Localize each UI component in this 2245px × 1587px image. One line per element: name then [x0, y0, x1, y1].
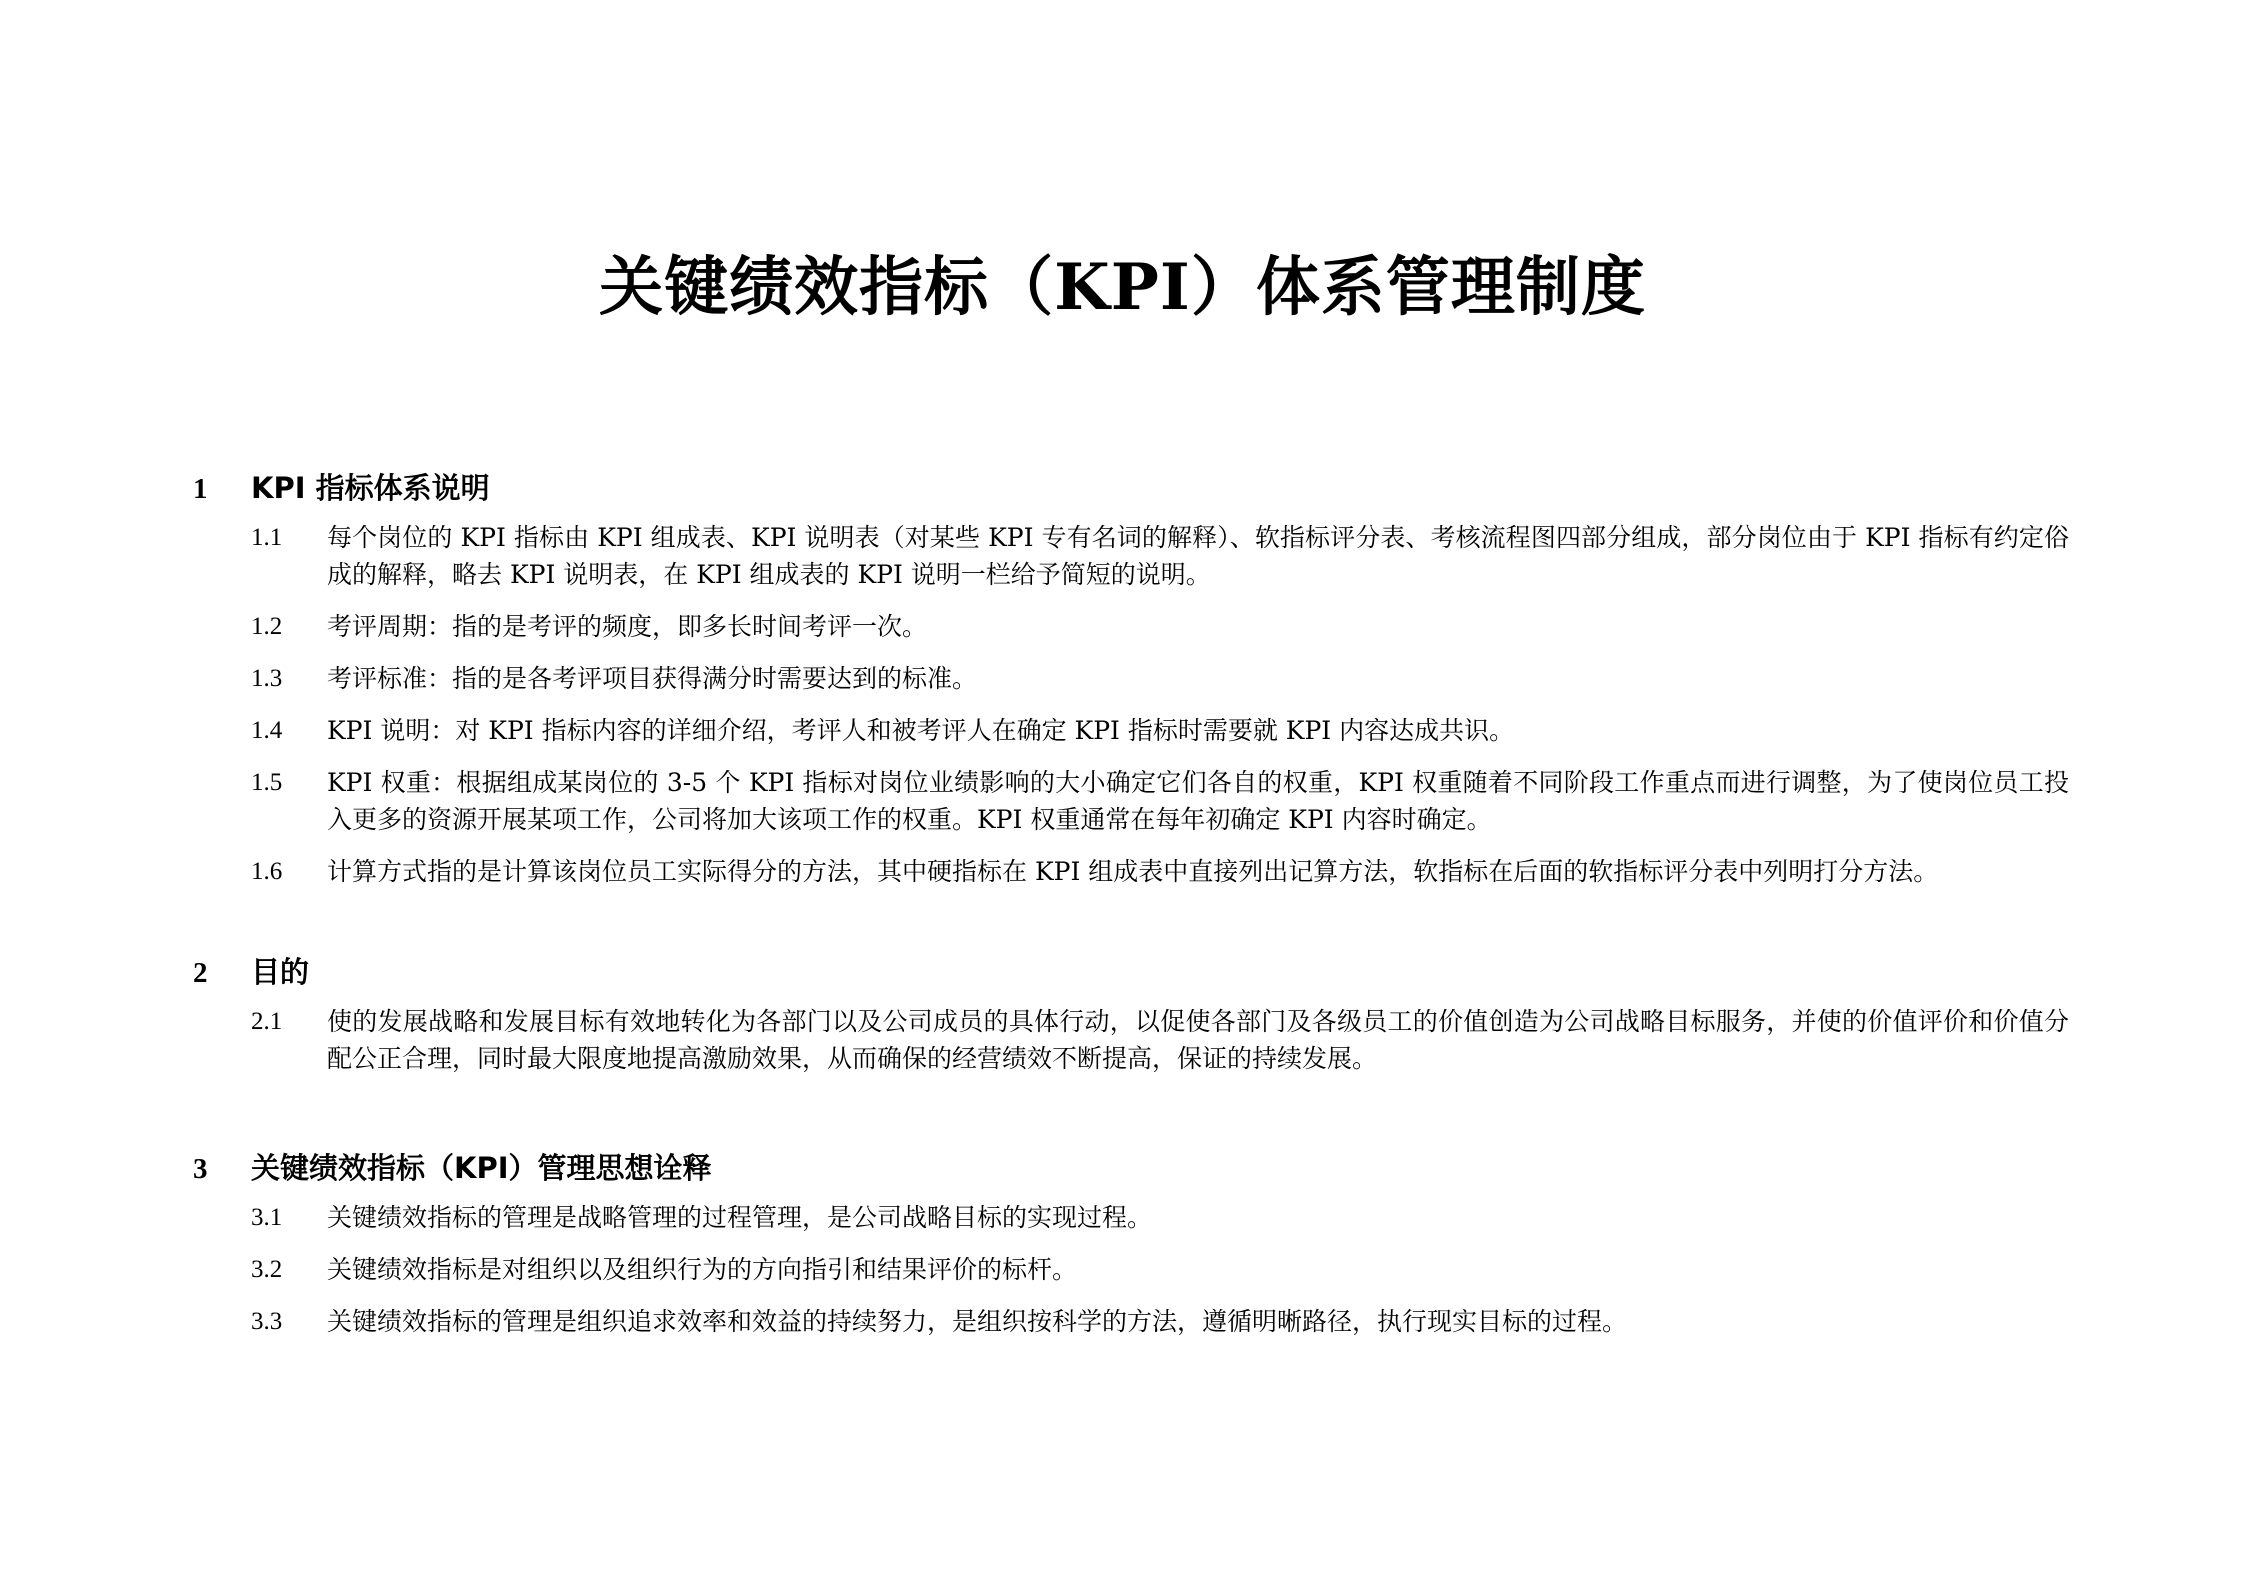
- list-item: [251, 1003, 2073, 1077]
- section-items: [193, 519, 2073, 890]
- item-number: 1.1: [251, 524, 283, 551]
- list-item: [251, 764, 2073, 838]
- section-items: [193, 1199, 2073, 1340]
- section-items: [193, 1003, 2073, 1077]
- list-item: [251, 1199, 2073, 1236]
- item-number: 1.5: [251, 769, 283, 796]
- item-text: 考评周期：指的是考评的频度，即多长时间考评一次。: [327, 612, 928, 641]
- section-2: [193, 952, 2073, 1092]
- section-1: [193, 468, 2073, 905]
- item-text: 关键绩效指标是对组织以及组织行为的方向指引和结果评价的标杆。: [327, 1255, 1078, 1284]
- item-text: 考评标准：指的是各考评项目获得满分时需要达到的标准。: [327, 664, 978, 693]
- item-number: 1.2: [251, 613, 283, 640]
- item-number: 2.1: [251, 1008, 283, 1035]
- item-number: 1.3: [251, 665, 283, 692]
- section-title: 目的: [251, 955, 310, 989]
- item-number: 3.2: [251, 1256, 283, 1283]
- list-item: [251, 1251, 2073, 1288]
- list-item: [251, 608, 2073, 645]
- item-text: 计算方式指的是计算该岗位员工实际得分的方法，其中硬指标在 KPI 组成表中直接列出记算方法，软指标在后面的软指标评分表中列明打分方法。: [327, 857, 1939, 886]
- item-text: KPI 权重：根据组成某岗位的 3-5 个 KPI 指标对岗位业绩影响的大小确定它们各自的权重，KPI 权重随着不同阶段工作重点而进行调整，为了使岗位员工投入更多的资源开展某项工作，公司将加大该项工作的权重。KPI 权重通常在每年初确定 KPI 内容时确定。: [327, 768, 2069, 834]
- list-item: [251, 1303, 2073, 1340]
- section-title: KPI 指标体系说明: [251, 471, 490, 505]
- list-item: [251, 712, 2073, 749]
- section-number: 3: [193, 1153, 208, 1185]
- section-title: 关键绩效指标（KPI）管理思想诠释: [251, 1151, 712, 1185]
- item-text: 每个岗位的 KPI 指标由 KPI 组成表、KPI 说明表（对某些 KPI 专有名词的解释）、软指标评分表、考核流程图四部分组成，部分岗位由于 KPI 指标有约定俗成的解释，略去 KPI 说明表，在 KPI 组成表的 KPI 说明一栏给予简短的说明。: [327, 523, 2069, 589]
- item-text: KPI 说明：对 KPI 指标内容的详细介绍，考评人和被考评人在确定 KPI 指标时需要就 KPI 内容达成共识。: [327, 716, 1515, 745]
- section-number: 2: [193, 957, 208, 989]
- item-number: 1.6: [251, 858, 283, 885]
- item-text: 关键绩效指标的管理是组织追求效率和效益的持续努力，是组织按科学的方法，遵循明晰路径，执行现实目标的过程。: [327, 1307, 1628, 1336]
- list-item: [251, 660, 2073, 697]
- item-text: 使的发展战略和发展目标有效地转化为各部门以及公司成员的具体行动，以促使各部门及各级员工的价值创造为公司战略目标服务，并使的价值评价和价值分配公正合理，同时最大限度地提高激励效果，从而确保的经营绩效不断提高，保证的持续发展。: [327, 1007, 2069, 1073]
- section-heading: [193, 468, 2073, 509]
- section-3: [193, 1148, 2073, 1355]
- item-number: 3.1: [251, 1204, 283, 1231]
- list-item: [251, 519, 2073, 593]
- document-title: 关键绩效指标（KPI）体系管理制度: [599, 250, 1646, 325]
- section-heading: [193, 952, 2073, 993]
- section-heading: [193, 1148, 2073, 1189]
- section-number: 1: [193, 473, 208, 505]
- item-number: 1.4: [251, 717, 283, 744]
- item-number: 3.3: [251, 1308, 283, 1335]
- list-item: [251, 853, 2073, 890]
- item-text: 关键绩效指标的管理是战略管理的过程管理，是公司战略目标的实现过程。: [327, 1203, 1153, 1232]
